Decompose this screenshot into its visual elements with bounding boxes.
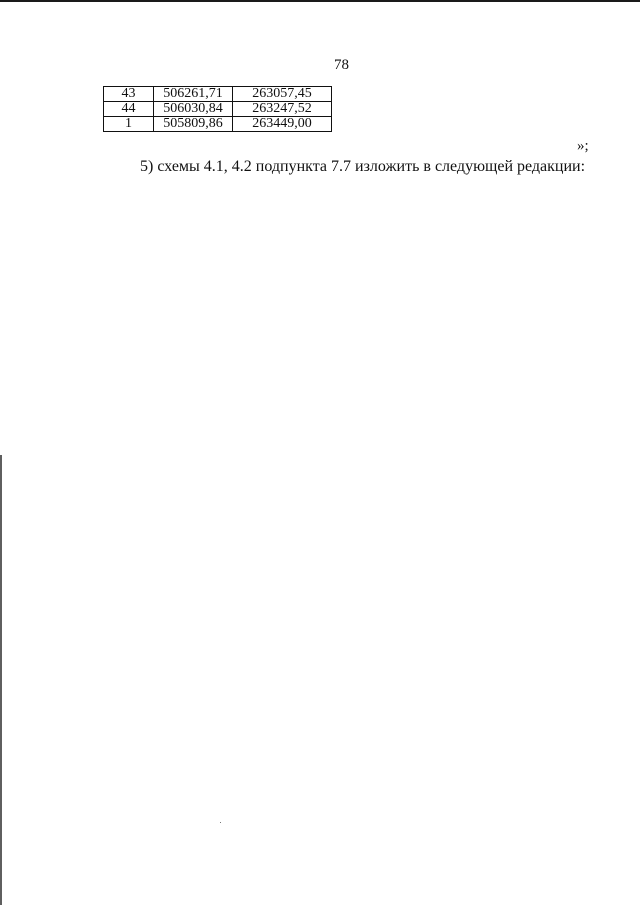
y-coordinate-cell: 263247,52 (233, 102, 332, 117)
x-coordinate-cell: 506261,71 (154, 87, 233, 102)
table-row (104, 117, 332, 132)
x-coordinate-cell: 506030,84 (154, 102, 233, 117)
coordinates-table (103, 86, 332, 132)
table-row (104, 102, 332, 117)
page-number: 78 (334, 57, 349, 73)
amendment-item-text: 5) схемы 4.1, 4.2 подпункта 7.7 изложить в следующей редакции: (140, 158, 586, 175)
table-row (104, 87, 332, 102)
y-coordinate-cell: 263057,45 (233, 87, 332, 102)
scan-left-border (0, 455, 2, 905)
y-coordinate-cell: 263449,00 (233, 117, 332, 132)
point-number-cell: 1 (104, 117, 154, 132)
point-number-cell: 44 (104, 102, 154, 117)
point-number-cell: 43 (104, 87, 154, 102)
closing-quote: »; (577, 138, 589, 154)
scan-top-border (0, 0, 640, 2)
scan-speck (220, 822, 221, 823)
x-coordinate-cell: 505809,86 (154, 117, 233, 132)
